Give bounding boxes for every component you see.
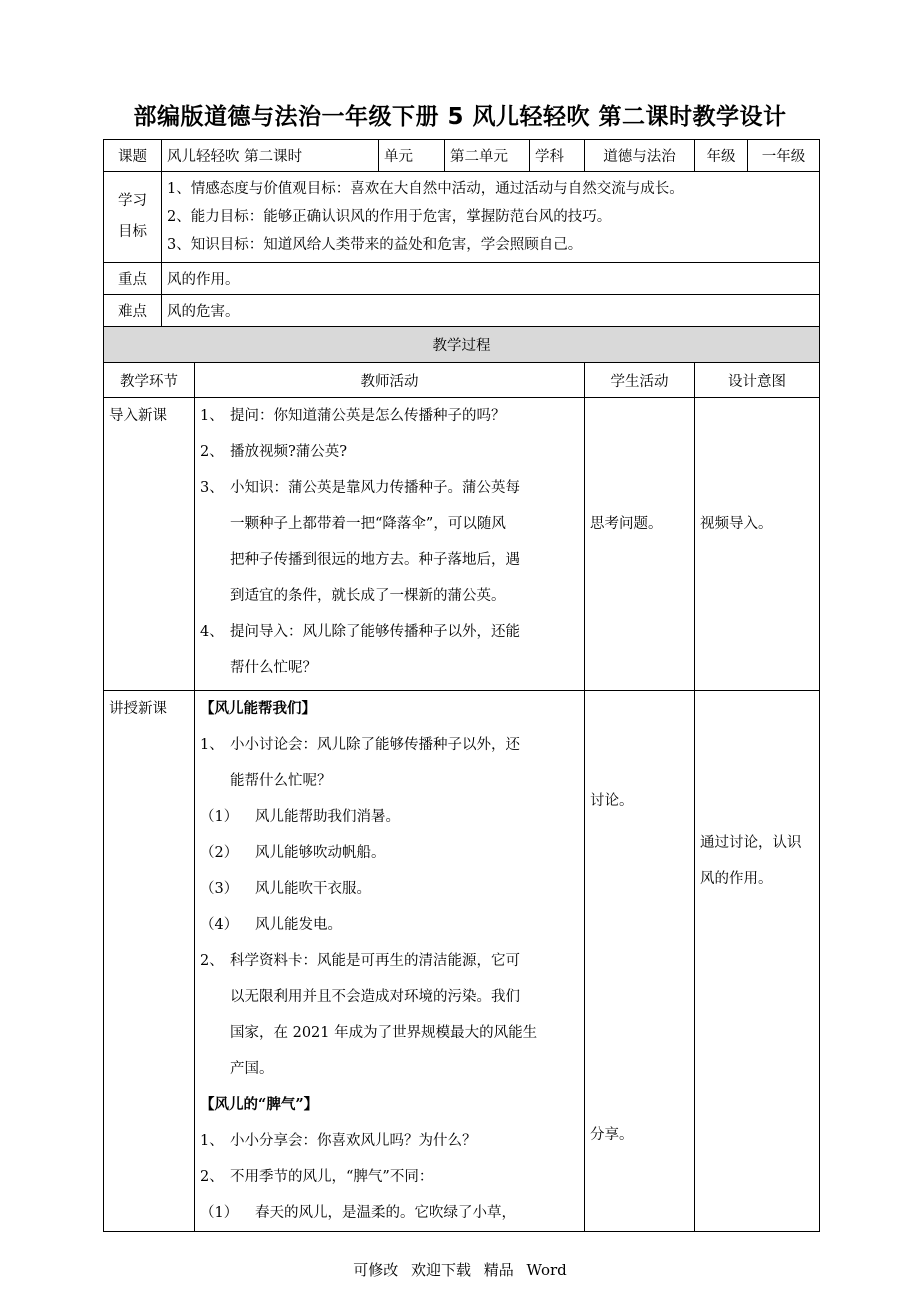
difficult-point-label: 难点 <box>104 295 162 327</box>
list-item: 3、 小知识：蒲公英是靠风力传播种子。蒲公英每 <box>200 480 520 496</box>
goals-label <box>104 172 162 263</box>
intro-teacher-activity <box>195 398 585 691</box>
intro-student-text: 思考问题。 <box>590 516 663 532</box>
list-item: 2、 播放视频?蒲公英? <box>200 444 348 460</box>
list-item: 1、 小小讨论会：风儿除了能够传播种子以外，还 <box>200 737 520 753</box>
list-item-continuation: 一颗种子上都带着一把“降落伞”，可以随风 <box>230 516 506 532</box>
topic-value: 风儿轻轻吹 第二课时 <box>162 140 379 172</box>
info-row <box>104 140 820 172</box>
list-item: 1、 小小分享会：你喜欢风儿吗？为什么？ <box>200 1133 477 1149</box>
key-point-row <box>104 263 820 295</box>
goals-label-line2: 目标 <box>118 224 147 240</box>
unit-value: 第二单元 <box>445 140 530 172</box>
key-point-label: 重点 <box>104 263 162 295</box>
key-point-value: 风的作用。 <box>162 263 820 295</box>
list-item: 4、 提问导入：风儿除了能够传播种子以外，还能 <box>200 624 520 640</box>
teach-intent-line1: 通过讨论，认识 <box>700 835 802 851</box>
column-intent: 设计意图 <box>695 363 820 398</box>
sub-item: （2） 风儿能够吹动帆船。 <box>200 845 386 861</box>
column-stage: 教学环节 <box>104 363 195 398</box>
process-header: 教学过程 <box>104 327 820 363</box>
column-teacher: 教师活动 <box>195 363 585 398</box>
teach-student-text-1: 讨论。 <box>590 793 634 809</box>
section-heading: 【风儿的“脾气”】 <box>200 1096 319 1113</box>
list-item: 1、 提问：你知道蒲公英是怎么传播种子的吗？ <box>200 408 506 424</box>
goals-label-line1: 学习 <box>118 193 147 209</box>
difficult-point-row <box>104 295 820 327</box>
unit-label: 单元 <box>379 140 445 172</box>
grade-value: 一年级 <box>748 140 820 172</box>
sub-item: （1） 春天的风儿，是温柔的。它吹绿了小草， <box>200 1205 516 1221</box>
lesson-plan-table <box>103 139 820 1232</box>
list-item-continuation: 国家，在 2021 年成为了世界规模最大的风能生 <box>230 1025 538 1041</box>
goals-content <box>162 172 820 263</box>
teach-stage: 讲授新课 <box>104 691 195 1232</box>
goals-row <box>104 172 820 263</box>
column-student: 学生活动 <box>585 363 695 398</box>
teach-student-text-2: 分享。 <box>590 1127 634 1143</box>
grade-label: 年级 <box>695 140 748 172</box>
page-footer: 可修改 欢迎下载 精品 Word <box>353 1261 567 1279</box>
teach-teacher-activity <box>195 691 585 1232</box>
sub-item: （1） 风儿能帮助我们消暑。 <box>200 809 400 825</box>
teach-student-activity <box>585 691 695 1232</box>
list-item-continuation: 以无限利用并且不会造成对环境的污染。我们 <box>230 989 520 1005</box>
teach-row <box>104 691 820 1232</box>
list-item-continuation: 帮什么忙呢？ <box>230 660 317 676</box>
list-item: 2、 科学资料卡：风能是可再生的清洁能源，它可 <box>200 953 520 969</box>
sub-item: （3） 风儿能吹干衣服。 <box>200 881 371 897</box>
goal-item: 1、情感态度与价值观目标：喜欢在大自然中活动，通过活动与自然交流与成长。 <box>167 181 684 197</box>
intro-row <box>104 398 820 691</box>
teach-intent-text <box>700 825 814 897</box>
list-item-continuation: 产国。 <box>230 1061 274 1077</box>
subject-label: 学科 <box>530 140 585 172</box>
difficult-point-value: 风的危害。 <box>162 295 820 327</box>
list-item-continuation: 把种子传播到很远的地方去。种子落地后，遇 <box>230 552 520 568</box>
process-header-row <box>104 327 820 363</box>
intro-intent-text: 视频导入。 <box>700 516 773 532</box>
teach-design-intent <box>695 691 820 1232</box>
column-header-row <box>104 363 820 398</box>
goal-item: 3、知识目标：知道风给人类带来的益处和危害，学会照顾自己。 <box>167 237 583 253</box>
topic-label: 课题 <box>104 140 162 172</box>
sub-item: （4） 风儿能发电。 <box>200 917 342 933</box>
goal-item: 2、能力目标：能够正确认识风的作用于危害，掌握防范台风的技巧。 <box>167 209 612 225</box>
subject-value: 道德与法治 <box>585 140 695 172</box>
list-item-continuation: 能帮什么忙呢？ <box>230 773 332 789</box>
document-title: 部编版道德与法治一年级下册 5 风儿轻轻吹 第二课时教学设计 <box>133 104 787 130</box>
intro-design-intent <box>695 398 820 691</box>
section-heading: 【风儿能帮我们】 <box>200 700 316 717</box>
teach-intent-line2: 风的作用。 <box>700 871 773 887</box>
list-item: 2、 不用季节的风儿，“脾气”不同： <box>200 1169 434 1185</box>
intro-student-activity <box>585 398 695 691</box>
list-item-continuation: 到适宜的条件，就长成了一棵新的蒲公英。 <box>230 588 506 604</box>
intro-stage: 导入新课 <box>104 398 195 691</box>
